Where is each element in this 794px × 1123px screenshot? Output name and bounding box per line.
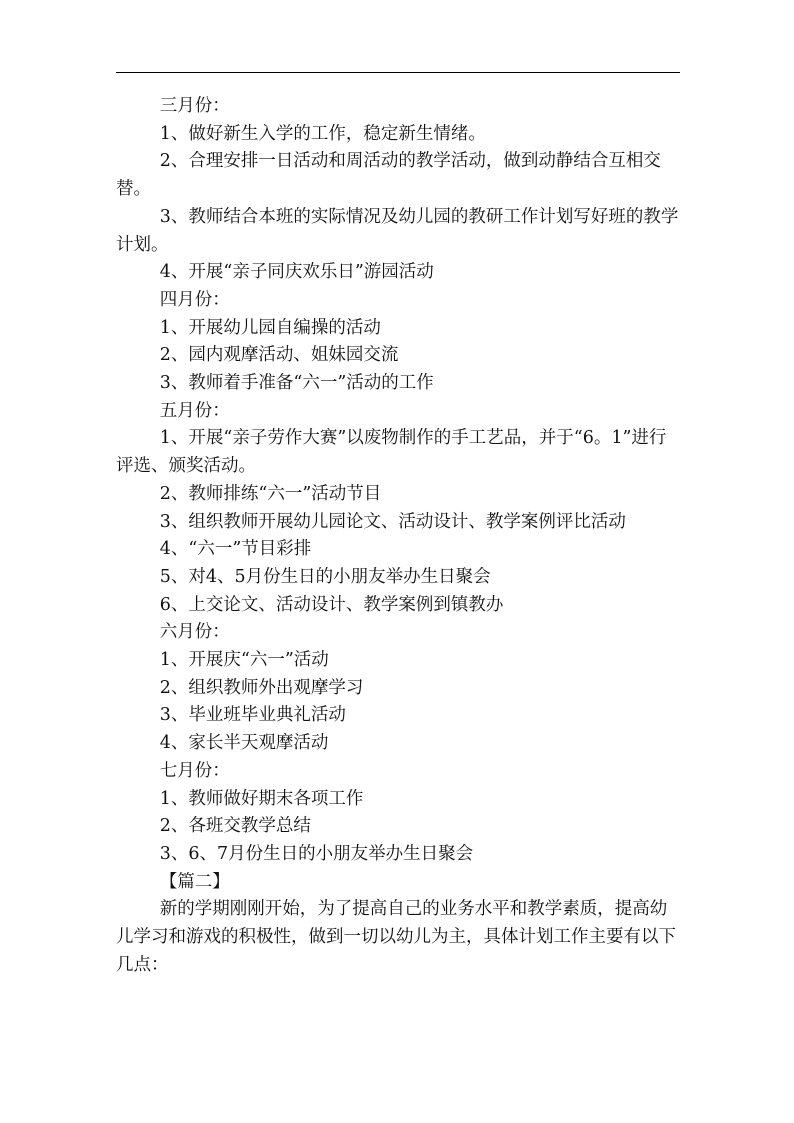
paragraph: 1、开展幼儿园自编操的活动 <box>159 317 381 338</box>
paragraph: 2、组织教师外出观摩学习 <box>159 677 364 698</box>
paragraph: 四月份： <box>159 289 230 310</box>
paragraph: 1、开展庆“六一”活动 <box>159 650 329 671</box>
paragraph: 4、“六一”节目彩排 <box>159 539 312 560</box>
paragraph: 5、对4、5月份生日的小朋友举办生日聚会 <box>159 566 491 587</box>
paragraph: 七月份： <box>159 760 230 781</box>
paragraph: 3、毕业班毕业典礼活动 <box>159 705 346 726</box>
paragraph: 2、园内观摩活动、姐妹园交流 <box>159 345 399 366</box>
document-body <box>116 93 680 980</box>
paragraph: 2、教师排练“六一”活动节目 <box>159 483 382 504</box>
paragraph: 3、教师着手准备“六一”活动的工作 <box>159 373 434 394</box>
paragraph: 五月份： <box>159 400 230 421</box>
paragraph: 【篇二】 <box>159 871 230 892</box>
paragraph: 2、合理安排一日活动和周活动的教学活动，做到动静结合互相交替。 <box>116 151 661 200</box>
paragraph: 1、开展“亲子劳作大赛”以废物制作的手工艺品，并于“6。1”进行评选、颁奖活动。 <box>116 428 667 477</box>
paragraph: 4、开展“亲子同庆欢乐日”游园活动 <box>159 262 434 283</box>
paragraph: 六月份： <box>159 622 230 643</box>
paragraph: 1、教师做好期末各项工作 <box>159 788 364 809</box>
paragraph: 3、教师结合本班的实际情况及幼儿园的教研工作计划写好班的教学计划。 <box>116 206 679 255</box>
paragraph: 三月份： <box>159 96 230 116</box>
paragraph: 6、上交论文、活动设计、教学案例到镇教办 <box>159 594 504 615</box>
paragraph: 3、6、7月份生日的小朋友举办生日聚会 <box>159 843 474 864</box>
paragraph: 3、组织教师开展幼儿园论文、活动设计、教学案例评比活动 <box>159 511 626 532</box>
header-rule <box>116 72 680 73</box>
paragraph: 4、家长半天观摩活动 <box>159 733 329 754</box>
paragraph: 1、做好新生入学的工作，稳定新生情绪。 <box>159 123 486 144</box>
paragraph: 2、各班交教学总结 <box>159 816 311 837</box>
paragraph: 新的学期刚刚开始，为了提高自己的业务水平和教学素质，提高幼儿学习和游戏的积极性，做到一切以幼儿为主，具体计划工作主要有以下几点： <box>116 899 676 975</box>
